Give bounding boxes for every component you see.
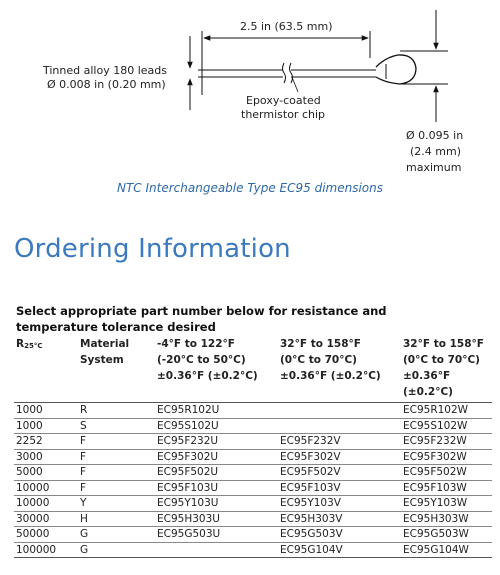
cell-part-v: EC95G503V — [278, 527, 401, 543]
table-row — [14, 496, 492, 512]
cell-resistance: 1000 — [14, 403, 78, 419]
cell-material: F — [78, 449, 155, 465]
cell-part-v: EC95G104V — [278, 542, 401, 558]
ordering-table — [14, 336, 492, 558]
length-dimension-label: 2.5 in (63.5 mm) — [240, 20, 333, 33]
table-row — [14, 527, 492, 543]
table-row — [14, 511, 492, 527]
cell-part-u: EC95H303U — [155, 511, 278, 527]
header-material-system — [78, 336, 155, 403]
header-range-line: (-20°C to 50°C) — [157, 354, 246, 366]
figure-caption: NTC Interchangeable Type EC95 dimensions — [117, 181, 383, 195]
header-resistance — [14, 336, 78, 403]
cell-part-u: EC95F232U — [155, 434, 278, 450]
diameter-label-line3: maximum — [406, 161, 462, 174]
cell-resistance: 10000 — [14, 496, 78, 512]
cell-material: R — [78, 403, 155, 419]
table-row — [14, 465, 492, 481]
table-row — [14, 480, 492, 496]
chip-label-line2: thermistor chip — [241, 108, 326, 121]
cell-resistance: 3000 — [14, 449, 78, 465]
cell-part-u: EC95F103U — [155, 480, 278, 496]
cell-material: F — [78, 434, 155, 450]
cell-part-v — [278, 418, 401, 434]
cell-part-w: EC95F103W — [401, 480, 492, 496]
cell-part-v: EC95H303V — [278, 511, 401, 527]
cell-part-v: EC95F302V — [278, 449, 401, 465]
cell-part-w: EC95G104W — [401, 542, 492, 558]
cell-resistance: 10000 — [14, 480, 78, 496]
thermistor-dimension-drawing — [0, 0, 500, 205]
cell-part-u: EC95F502U — [155, 465, 278, 481]
cell-part-u — [155, 542, 278, 558]
header-range-3 — [401, 336, 492, 403]
header-range-line: 32°F to 158°F — [280, 338, 361, 350]
cell-material: S — [78, 418, 155, 434]
header-range-line: ±0.36°F (±0.2°C) — [157, 370, 258, 382]
cell-part-w: EC95Y103W — [401, 496, 492, 512]
table-row — [14, 542, 492, 558]
table-row — [14, 403, 492, 419]
cell-part-v: EC95F502V — [278, 465, 401, 481]
cell-part-w: EC95S102W — [401, 418, 492, 434]
header-resistance-sub: 25°C — [24, 342, 43, 350]
cell-resistance: 100000 — [14, 542, 78, 558]
cell-part-v: EC95F232V — [278, 434, 401, 450]
header-resistance-main: R — [16, 338, 25, 350]
cell-part-w: EC95F302W — [401, 449, 492, 465]
diameter-label-line1: Ø 0.095 in — [406, 129, 464, 142]
thermistor-bead — [376, 55, 416, 84]
cell-part-w: EC95H303W — [401, 511, 492, 527]
cell-material: F — [78, 465, 155, 481]
intro-text: Select appropriate part number below for resistance and temperature tolerance desired — [16, 304, 387, 334]
diameter-label-line2: (2.4 mm) — [410, 145, 462, 158]
header-range-2 — [278, 336, 401, 403]
header-range-line: ±0.36°F (±0.2°C) — [280, 370, 381, 382]
table-row — [14, 434, 492, 450]
cell-part-u: EC95R102U — [155, 403, 278, 419]
cell-part-w: EC95F232W — [401, 434, 492, 450]
table-header-row — [14, 336, 492, 403]
cell-part-w: EC95G503W — [401, 527, 492, 543]
header-range-line: (0°C to 70°C) — [403, 354, 480, 366]
table-row — [14, 449, 492, 465]
cell-part-w: EC95F502W — [401, 465, 492, 481]
leads-label-line1: Tinned alloy 180 leads — [43, 64, 167, 77]
cell-part-v — [278, 403, 401, 419]
cell-part-u: EC95S102U — [155, 418, 278, 434]
chip-leader-line — [292, 77, 298, 92]
leads-label-line2: Ø 0.008 in (0.20 mm) — [47, 78, 166, 91]
header-range-line: (0°C to 70°C) — [280, 354, 357, 366]
cell-resistance: 5000 — [14, 465, 78, 481]
cell-resistance: 50000 — [14, 527, 78, 543]
table-row — [14, 418, 492, 434]
cell-material: Y — [78, 496, 155, 512]
cell-part-v: EC95Y103V — [278, 496, 401, 512]
header-range-line: ±0.36°F (±0.2°C) — [403, 370, 453, 398]
cell-material: G — [78, 527, 155, 543]
header-range-line: 32°F to 158°F — [403, 338, 484, 350]
cell-resistance: 2252 — [14, 434, 78, 450]
cell-material: G — [78, 542, 155, 558]
header-range-1 — [155, 336, 278, 403]
cell-part-u: EC95F302U — [155, 449, 278, 465]
cell-part-u: EC95G503U — [155, 527, 278, 543]
cell-material: F — [78, 480, 155, 496]
header-range-line: -4°F to 122°F — [157, 338, 235, 350]
cell-part-w: EC95R102W — [401, 403, 492, 419]
cell-resistance: 30000 — [14, 511, 78, 527]
cell-resistance: 1000 — [14, 418, 78, 434]
section-heading: Ordering Information — [14, 234, 291, 264]
cell-part-v: EC95F103V — [278, 480, 401, 496]
header-material-line: System — [80, 354, 124, 366]
chip-label-line1: Epoxy-coated — [246, 94, 321, 107]
cell-material: H — [78, 511, 155, 527]
header-material-line: Material — [80, 338, 130, 350]
cell-part-u: EC95Y103U — [155, 496, 278, 512]
